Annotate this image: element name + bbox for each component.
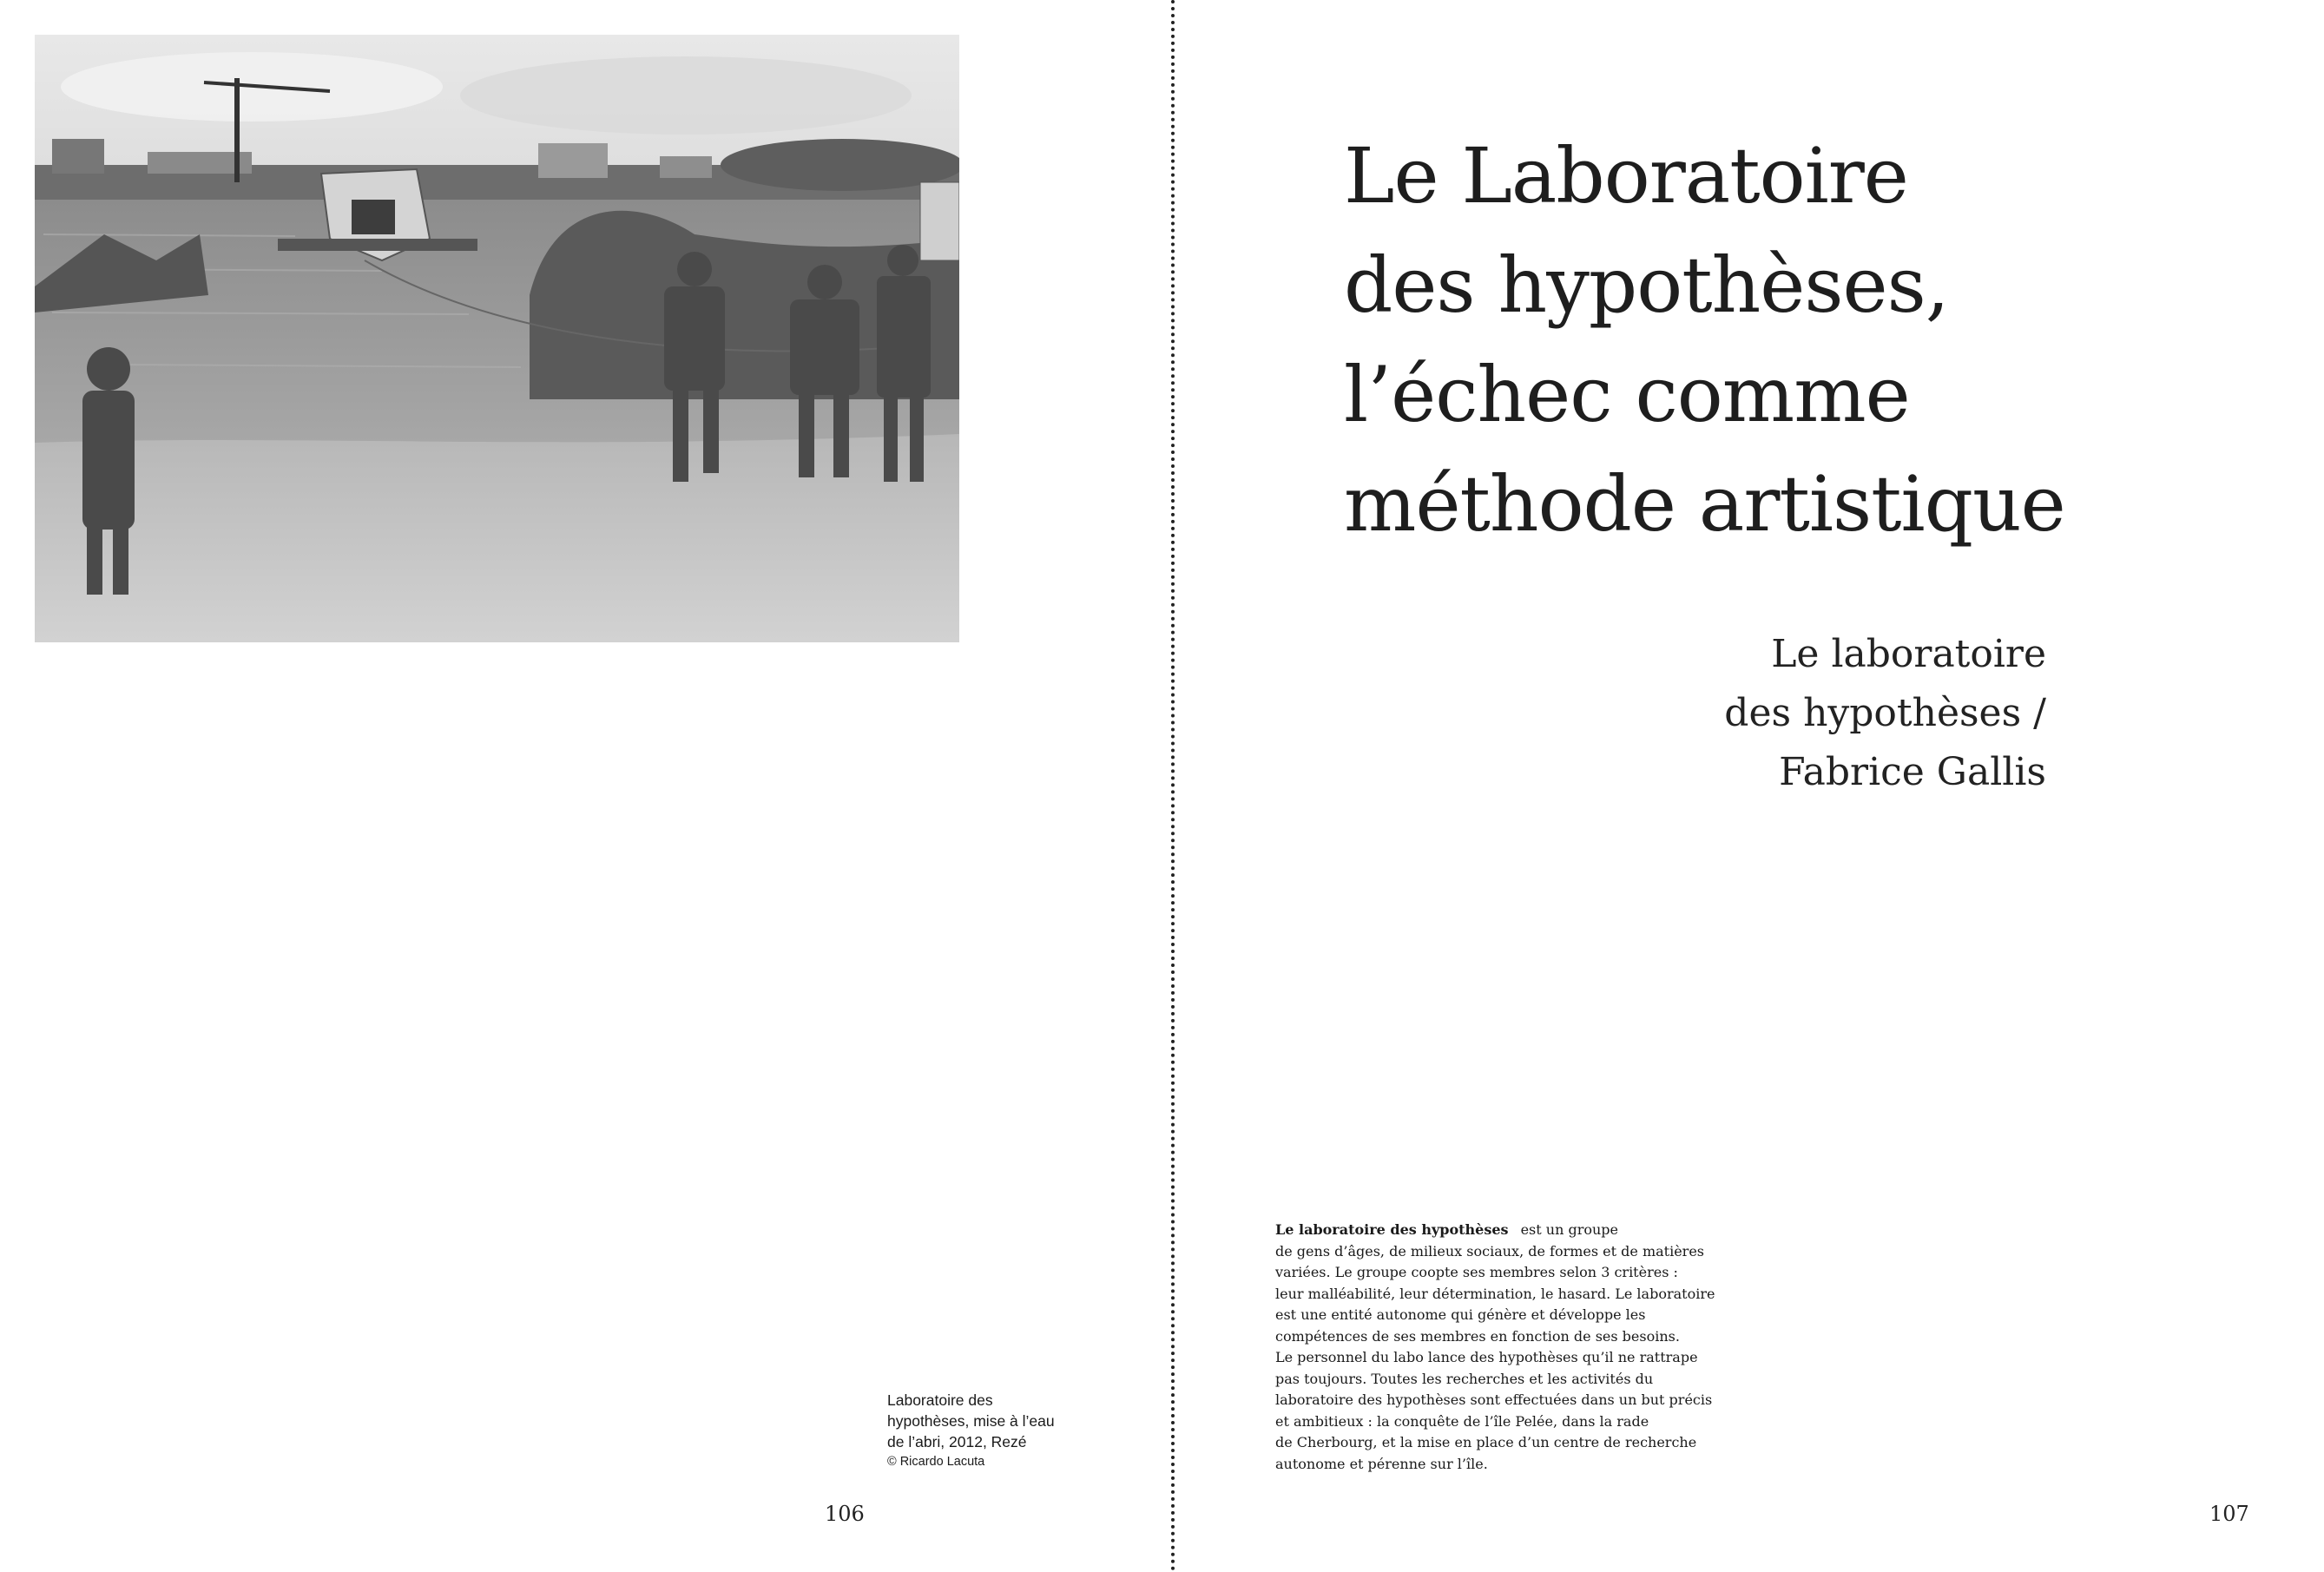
- byline-line: Le laboratoire: [1771, 632, 2046, 676]
- photo-riverbank-children-pulling-rope: [35, 35, 959, 642]
- body-line: compétences de ses membres en fonction de ses besoins.: [1275, 1327, 1680, 1345]
- title-line: Le Laboratoire: [1344, 131, 1908, 220]
- body-line: de Cherbourg, et la mise en place d’un centre de recherche: [1275, 1434, 1697, 1450]
- photo-caption: [887, 1390, 1104, 1471]
- caption-line: Laboratoire des: [887, 1391, 993, 1409]
- body-line: leur malléabilité, leur détermination, le hasard. Le laboratoire: [1275, 1285, 1715, 1302]
- caption-line: hypothèses, mise à l’eau: [887, 1412, 1055, 1430]
- body-line: [1275, 1220, 1770, 1241]
- title-line: l’échec comme: [1344, 350, 1910, 439]
- body-line: et ambitieux : la conquête de l’île Pelée, dans la rade: [1275, 1412, 1649, 1430]
- article-title: [1344, 122, 2299, 559]
- author-byline: [1724, 625, 2046, 802]
- body-first-rest: est un groupe: [1520, 1221, 1618, 1238]
- body-line: laboratoire des hypothèses sont effectuées dans un but précis: [1275, 1391, 1713, 1408]
- body-line: pas toujours. Toutes les recherches et les activités du: [1275, 1370, 1654, 1387]
- right-page: [1176, 0, 2324, 1572]
- body-line: est une entité autonome qui génère et développe les: [1275, 1306, 1646, 1323]
- body-line: de gens d’âges, de milieux sociaux, de formes et de matières: [1275, 1242, 1705, 1260]
- byline-line: des hypothèses /: [1724, 691, 2046, 735]
- gutter-dotted-divider: [1171, 0, 1175, 1572]
- page-number-right: 107: [2209, 1502, 2249, 1526]
- photo-credit: © Ricardo Lacuta: [887, 1455, 985, 1469]
- byline-line: Fabrice Gallis: [1779, 750, 2046, 794]
- page-number-left: 106: [825, 1502, 865, 1526]
- photograph: [35, 35, 959, 642]
- body-lead: Le laboratoire des hypothèses: [1275, 1221, 1509, 1238]
- caption-line: de l’abri, 2012, Rezé: [887, 1433, 1027, 1450]
- body-line: Le personnel du labo lance des hypothèses qu’il ne rattrape: [1275, 1349, 1698, 1365]
- title-line: des hypothèses,: [1344, 240, 1949, 330]
- body-line: variées. Le groupe coopte ses membres selon 3 critères :: [1275, 1264, 1678, 1280]
- body-paragraph: [1275, 1220, 1770, 1475]
- title-line: méthode artistique: [1344, 459, 2065, 549]
- body-line: autonome et pérenne sur l’île.: [1275, 1455, 1488, 1472]
